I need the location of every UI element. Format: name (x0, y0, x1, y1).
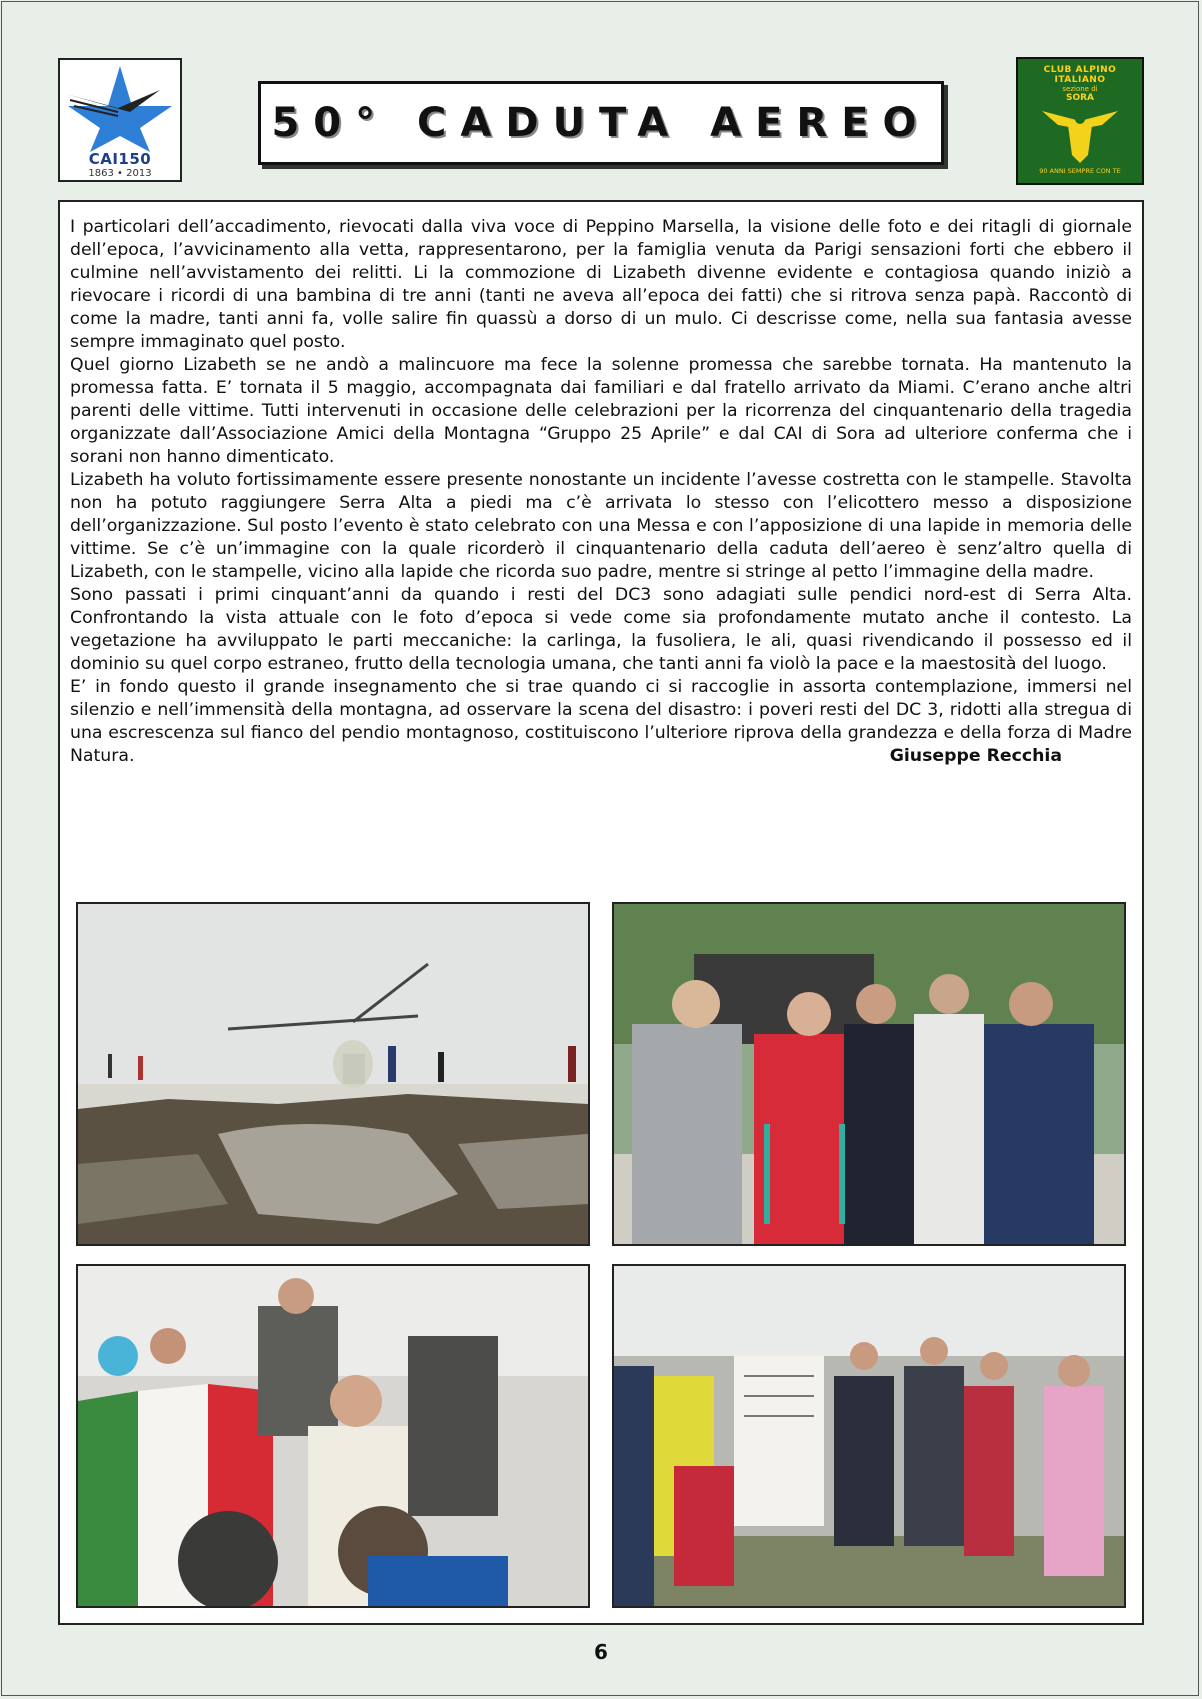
logo-left-label: CAI150 (88, 150, 152, 168)
people-group-forest-icon (614, 904, 1124, 1244)
mass-flag-photo (76, 1264, 590, 1608)
logo-right-mid1: sezione di (1062, 85, 1098, 93)
author-signature: Giuseppe Recchia (889, 746, 1062, 766)
logo-left-years: 1863 • 2013 (88, 168, 152, 179)
cai-sora-logo (1016, 57, 1144, 185)
logo-right-mid2: SORA (1065, 93, 1095, 103)
article-paragraph: Quel giorno Lizabeth se ne andò a malincuore ma fece la solenne promessa che sarebbe tornata. Ha mantenuto la promessa fatta. E’ tornata il 5 maggio, accompagnata dai familiari e dal fratello arrivato da Miami. C’erano anche altri parenti delle vittime. Tutti intervenuti in occasione delle celebrazioni per la ricorrenza del cinquantenario della tragedia organizzate dall’Associazione Amici della Montagna “Gruppo 25 Aprile” e dal CAI di Sora ad ulteriore conferma che i sorani non hanno dimenticato. (70, 355, 1132, 467)
article-paragraph: Sono passati i primi cinquant’anni da quando i resti del DC3 sono adagiati sulle pendici nord-est di Serra Alta. Confrontando la vista attuale con le foto d’epoca si vede come sia profondamente mutato anche il contesto. La vegetazione ha avviluppato le parti meccaniche: la carlinga, la fusoliera, le ali, quasi rivendicando il possesso ed il dominio su quel corpo estraneo, frutto della tecnologia umana, che tanti anni fa violò la pace e la maestosità del luogo. (70, 585, 1132, 674)
memorial-plaque-photo (612, 1264, 1126, 1608)
logo-right-top: CLUB ALPINO ITALIANO (1043, 65, 1117, 85)
content-box (58, 200, 1144, 1625)
cai150-logo (58, 58, 182, 182)
priest-italian-flag-icon (78, 1266, 588, 1606)
helicopter-on-mountain-icon (78, 904, 588, 1244)
article-text (70, 216, 1132, 768)
page-number: 6 (594, 1640, 608, 1664)
title-box (258, 81, 944, 165)
article-paragraph: I particolari dell’accadimento, rievocati dalla viva voce di Peppino Marsella, la visione delle foto e dei ritagli di giornale dell’epoca, l’avvicinamento alla vetta, rappresentarono, per la famiglia venuta da Parigi sensazioni forti che ebbero il culmine nell’avvistamento dei relitti. Li la commozione di Lizabeth divenne evidente e contagiosa quando iniziò a rievocare i ricordi di una bambina di tre anni (tanti ne aveva all’epoca dei fatti) che si ritrova senza papà. Raccontò di come la madre, tanti anni fa, volle salire fin quassù a dorso di un mulo. Ci descrisse come, nella sua fantasia avesse sempre immaginato quel posto. (70, 217, 1132, 352)
article-paragraph: E’ in fondo questo il grande insegnamento che si trae quando ci si raccoglie in assorta contemplazione, immersi nel silenzio e nell’immensità della montagna, ad osservare la scena del disastro: i poveri resti del DC 3, ridotti alla stregua di una escrescenza sul fianco del pendio montagnoso, costituiscono l’ulteriore riprova della grandezza e della forza di Madre Natura. (70, 677, 1132, 766)
crowd-memorial-plaque-icon (614, 1266, 1124, 1606)
group-crutches-photo (612, 902, 1126, 1246)
logo-right-bottom: 90 ANNI SEMPRE CON TE (1039, 167, 1121, 175)
helicopter-photo (76, 902, 590, 1246)
article-paragraph: Lizabeth ha voluto fortissimamente essere presente nonostante un incidente l’avesse costretta con le stampelle. Stavolta non ha potuto raggiungere Serra Alta a piedi ma c’è arrivata lo stesso con l’elicottero messo a disposizione dell’organizzazione. Sul posto l’evento è stato celebrato con una Messa e con l’apposizione di una lapide in memoria delle vittime. Se c’è un’immagine con la quale ricorderò il cinquantenario della caduta dell’aereo è senz’altro quella di Lizabeth, con le stampelle, vicino alla lapide che ricorda suo padre, mentre si stringe al petto l’immagine della madre. (70, 470, 1132, 582)
page-title: 50° CADUTA AEREO (271, 100, 931, 146)
